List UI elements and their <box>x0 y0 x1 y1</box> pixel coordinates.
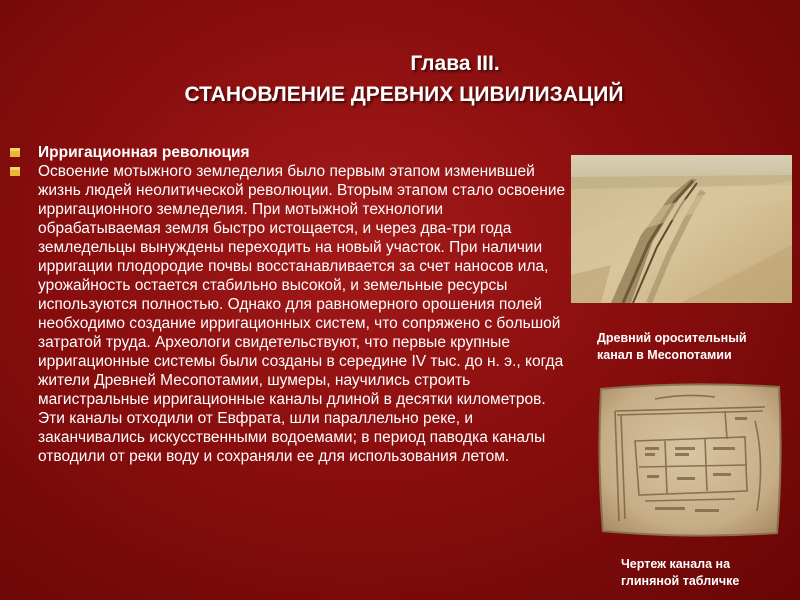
clay-tablet-image <box>595 381 785 541</box>
bullet-square-icon <box>10 148 20 157</box>
bullet-list <box>10 143 570 466</box>
bullet-square-icon <box>10 167 20 176</box>
title-line-1: Глава III. <box>410 52 500 75</box>
tablet-caption-line-1: Чертеж канала на <box>621 557 731 571</box>
photo-caption-line-2: канал в Месопотамии <box>597 348 732 362</box>
bullet-item <box>10 143 570 162</box>
bullet-body-text: Освоение мотыжного земледелия было первым этапом изменившей жизнь людей неолитической революции. Вторым этапом стало освоение ирригационного земледелия. При мотыжной технологии обрабатываемая земля быстро истощается, и через два-три года земледельцы вынуждены переходить на новый участок. При наличии ирригации плодородие почвы восстанавливается за счет наносов ила, урожайность остается стабильно высокой, и земельные ресурсы используются полностью. Однако для равномерного орошения полей необходимо создание ирригационных систем, что сопряжено с большой затратой труда. Археологи свидетельствуют, что первые крупные ирригационные системы были созданы в середине IV тыс. до н. э., когда жители Древней Месопотамии, шумеры, научились строить магистральные ирригационные каналы длиной в десятки километров. Эти каналы отходили от Евфрата, шли параллельно реке, и заканчивались искусственными водоемами; в период паводка каналы отводили от реки воду и сохраняли ее для использования летом. <box>38 163 566 465</box>
canal-photo <box>571 155 792 303</box>
slide-title <box>0 48 800 110</box>
photo-caption <box>597 330 747 364</box>
tablet-caption <box>621 556 739 590</box>
bullet-item <box>10 162 570 466</box>
tablet-caption-line-2: глиняной табличке <box>621 574 740 588</box>
title-line-2: СТАНОВЛЕНИЕ ДРЕВНИХ ЦИВИЛИЗАЦИЙ <box>184 83 624 106</box>
bullet-heading: Ирригационная революция <box>38 144 250 161</box>
photo-caption-line-1: Древний оросительный <box>597 331 747 345</box>
